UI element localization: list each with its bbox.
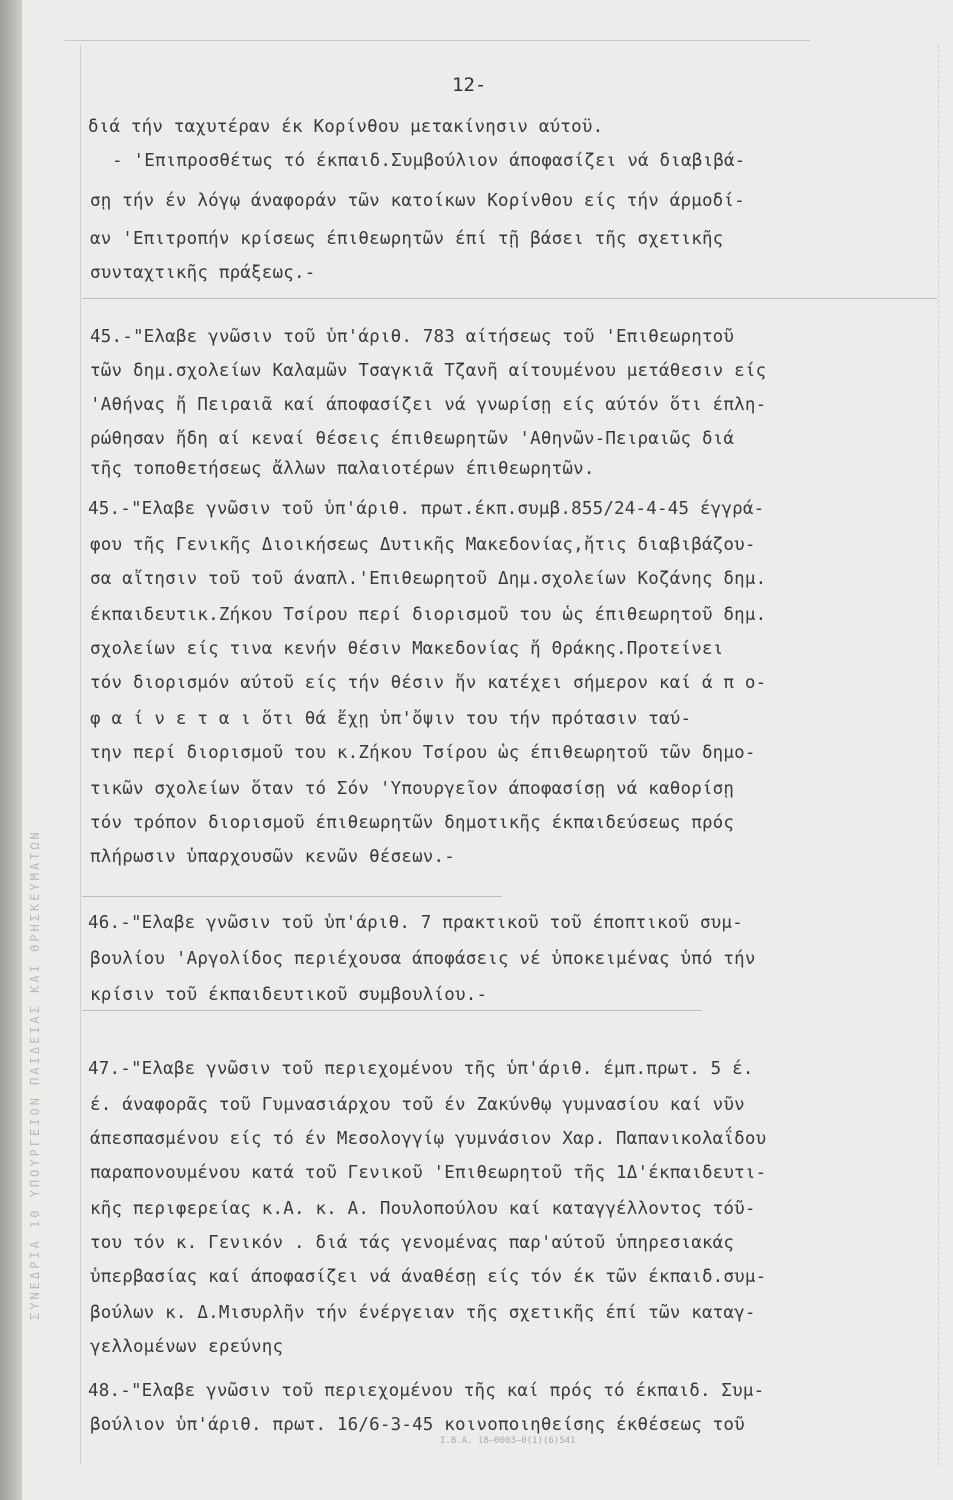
text-line: σχολείων είς τινα κενήν θέσιν Μακεδονίας ἤ Θράκης.Προτείνει (90, 639, 724, 659)
text-line: διά τήν ταχυτέραν έκ Κορίνθου μετακίνησιν αύτοϋ. (88, 117, 604, 137)
text-line: τικῶν σχολείων ὅταν τό Σόν 'Υπουργεῖον άποφασίσῃ νά καθορίσῃ (90, 779, 735, 799)
text-line: βουλίου 'Αργολίδος περιέχουσα άποφάσεις νέ ὑποκειμένας ὑπό τήν (90, 949, 756, 969)
text-line: παραπονουμένου κατά τοῦ Γενικοῦ 'Επιθεωρητοῦ τῆς 1Δ'έκπαιδευτι- (90, 1163, 767, 1183)
text-line: τῶν δημ.σχολείων Καλαμῶν Τσαγκιᾶ Τζανῆ αίτουμένου μετάθεσιν είς (90, 361, 767, 381)
text-line: φ α ί ν ε τ α ι ὅτι θά ἔχῃ ὑπ'ὄψιν του τήν πρότασιν ταύ- (90, 709, 692, 729)
archive-code: Ι.Β.Α. 18—0003—0(1)(6)541 (440, 1436, 576, 1446)
text-line: κῆς περιφερείας κ.Α. κ. Α. Πουλοπούλου καί καταγγέλλοντος τόῦ- (90, 1199, 756, 1219)
text-line: έκπαιδευτικ.Ζήκου Τσίρου περί διορισμοῦ του ὡς έπιθεωρητοῦ δημ. (90, 605, 767, 625)
section-separator (82, 1010, 702, 1011)
text-line: 'Αθήνας ἤ Πειραιᾶ καί άποφασίζει νά γνωρίσῃ είς αύτόν ὅτι έπλη- (90, 395, 767, 415)
item-45-heading: 45.-"Ελαβε γνῶσιν τοῦ ὑπ'άριθ. 783 αίτήσεως τοῦ 'Επιθεωρητοῦ (90, 327, 735, 347)
text-line: τόν διορισμόν αύτοῦ είς τήν θέσιν ἥν κατέχει σήμερον καί ά π ο- (90, 673, 767, 693)
page-number: 12- (452, 74, 487, 96)
text-line: τόν τρόπον διορισμοῦ έπιθεωρητῶν δημοτικῆς έκπαιδεύσεως πρός (90, 813, 735, 833)
text-line: του τόν κ. Γενικόν . διά τάς γενομένας παρ'αύτοῦ ὑπηρεσιακάς (90, 1233, 735, 1253)
top-rule (65, 40, 810, 41)
section-separator (82, 896, 502, 897)
text-line: αν 'Επιτροπήν κρίσεως έπιθεωρητῶν έπί τῇ βάσει τῆς σχετικῆς (90, 229, 724, 249)
page-binding-edge (0, 0, 22, 1500)
text-line: ὑπερβασίας καί άποφασίζει νά άναθέσῃ είς τόν έκ τῶν έκπαιδ.συμ- (90, 1267, 767, 1287)
text-line: ρώθησαν ἤδη αί κεναί θέσεις έπιθεωρητῶν 'Αθηνῶν-Πειραιῶς διά (90, 429, 735, 449)
right-margin-rule (938, 45, 939, 1465)
text-line: φου τῆς Γενικῆς Διοικήσεως Δυτικῆς Μακεδονίας,ἤτις διαβιβάζου- (90, 535, 756, 555)
left-margin-rule (80, 45, 81, 1465)
text-line: - 'Επιπροσθέτως τό έκπαιδ.Συμβούλιον άποφασίζει νά διαβιβά- (112, 151, 746, 171)
text-line: σῃ τήν έν λόγῳ άναφοράν τῶν κατοίκων Κορίνθου είς τήν άρμοδί- (90, 191, 745, 211)
text-line: έ. άναφορᾶς τοῦ Γυμνασιάρχου τοῦ έν Ζακύνθῳ γυμνασίου καί νῦν (90, 1095, 745, 1115)
text-line: συνταχτικῆς πράξεως.- (90, 263, 316, 283)
text-line: την περί διορισμοῦ του κ.Ζήκου Τσίρου ὡς έπιθεωρητοῦ τῶν δημο- (90, 743, 756, 763)
item-46-heading: 46.-"Ελαβε γνῶσιν τοῦ ὑπ'άριθ. 7 πρακτικοῦ τοῦ έποπτικοῦ συμ- (88, 913, 743, 933)
item-47-heading: 47.-"Ελαβε γνῶσιν τοῦ περιεχομένου τῆς ὑπ'άριθ. έμπ.πρωτ. 5 έ. (88, 1059, 754, 1079)
text-line: πλήρωσιν ὑπαρχουσῶν κενῶν θέσεων.- (90, 847, 456, 867)
text-line: βούλων κ. Δ.Μισυρλῆν τήν ένέργειαν τῆς σχετικῆς έπί τῶν καταγ- (90, 1303, 756, 1323)
text-line: γελλομένων ερεύνης (90, 1337, 284, 1357)
text-line: άπεσπασμένου είς τό έν Μεσολογγίῳ γυμνάσιον Χαρ. Παπανικολαΐδου (90, 1129, 767, 1149)
section-separator (82, 298, 937, 299)
margin-stamp: ΣΥΝΕΔΡΙΑ 10 ΥΠΟΥΡΓΕΙΟΝ ΠΑΙΔΕΙΑΣ ΚΑΙ ΘΡΗΣΚΕΥΜΑΤΩΝ (28, 829, 42, 1320)
item-45b-heading: 45.-"Ελαβε γνῶσιν τοῦ ὑπ'άριθ. πρωτ.έκπ.συμβ.855/24-4-45 έγγρά- (88, 499, 765, 519)
item-48-heading: 48.-"Ελαβε γνῶσιν τοῦ περιεχομένου τῆς καί πρός τό έκπαιδ. Συμ- (88, 1381, 765, 1401)
text-line: βούλιον ὑπ'άριθ. πρωτ. 16/6-3-45 κοινοποιηθείσης έκθέσεως τοῦ (90, 1415, 745, 1435)
text-line: σα αἴτησιν τοῦ τοῦ άναπλ.'Επιθεωρητοῦ Δημ.σχολείων Κοζάνης δημ. (90, 569, 767, 589)
text-line: κρίσιν τοῦ έκπαιδευτικοῦ συμβουλίου.- (90, 985, 488, 1005)
text-line: τῆς τοποθετήσεως ἄλλων παλαιοτέρων έπιθεωρητῶν. (90, 459, 595, 479)
